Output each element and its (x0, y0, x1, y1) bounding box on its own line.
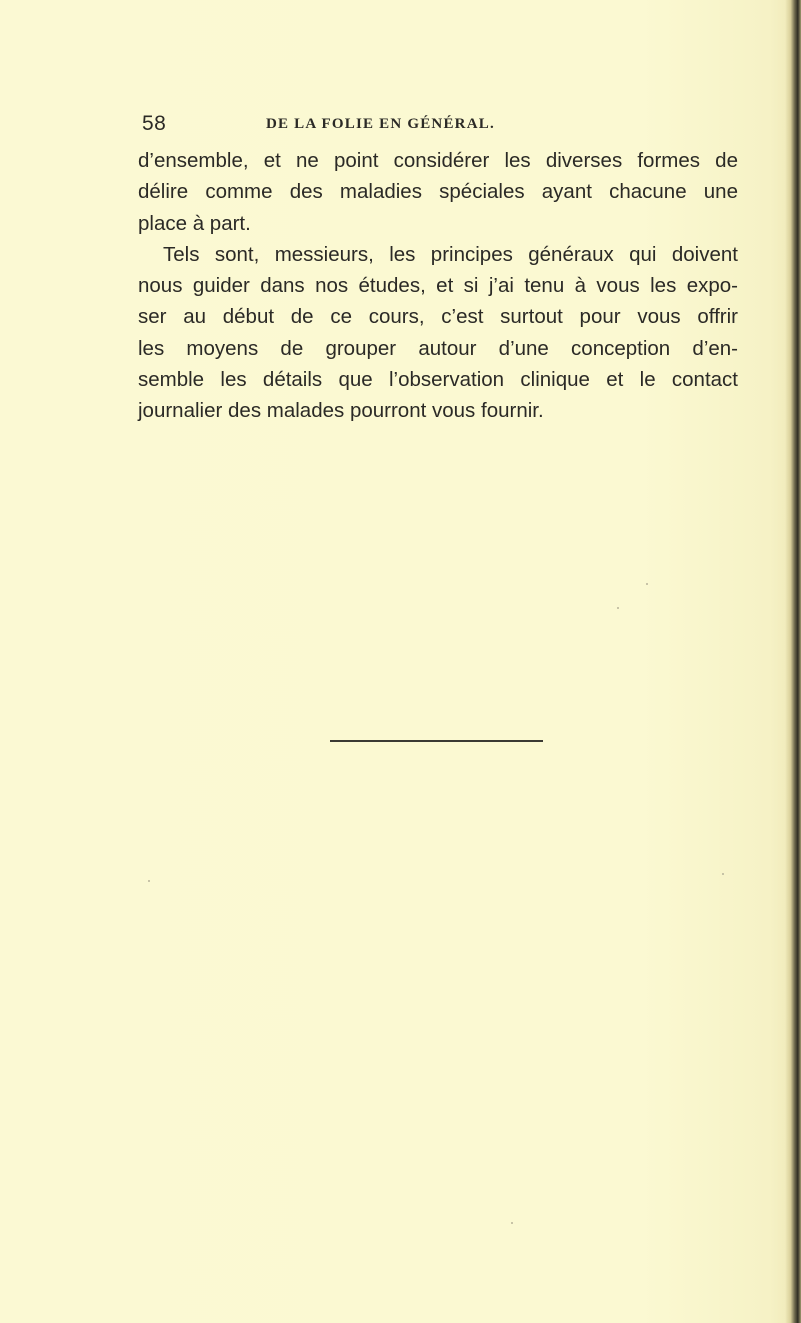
page-header (142, 112, 736, 136)
paper-speck (511, 1222, 513, 1224)
paper-speck (148, 880, 150, 882)
paper-speck (722, 873, 724, 875)
paper-speck (646, 583, 648, 585)
text-line: ser au début de ce cours, c’est surtout pour vous offrir (138, 305, 738, 329)
body-text (138, 145, 738, 427)
page-number: 58 (142, 112, 167, 135)
text-line: d’ensemble, et ne point considérer les diverses formes de (138, 149, 738, 172)
text-line: les moyens de grouper autour d’une conception d’en- (138, 336, 738, 360)
text-line: journalier des malades pourront vous fournir. (138, 399, 544, 423)
running-title: DE LA FOLIE EN GÉNÉRAL. (266, 116, 495, 132)
section-end-rule (330, 740, 543, 742)
text-line: nous guider dans nos études, et si j’ai tenu à vous les expo- (138, 274, 738, 298)
text-line: Tels sont, messieurs, les principes généraux qui doivent (163, 242, 738, 266)
paper-speck (617, 607, 619, 609)
text-line: délire comme des maladies spéciales ayant chacune une (138, 180, 738, 204)
page-edge-shadow (785, 0, 801, 1323)
text-line: place à part. (138, 211, 251, 235)
text-line: semble les détails que l’observation clinique et le contact (138, 368, 738, 392)
